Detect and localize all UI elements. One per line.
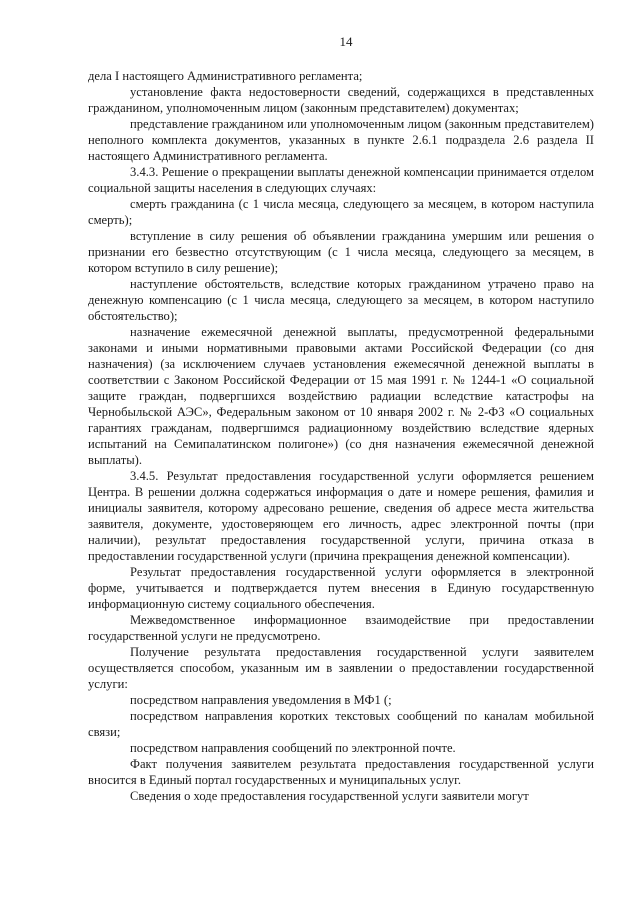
paragraph: Результат предоставления государственной услуги оформляется в электронной форме, учитывается и подтверждается путем внесения в Единую государственную информационную систему социального обеспечения. (88, 565, 594, 611)
paragraph: посредством направления уведомления в МФ1 (; (130, 693, 392, 707)
paragraph: 3.4.5. Результат предоставления государственной услуги оформляется решением Центра. В решении должна содержаться информация о дате и номере решения, фамилия и инициалы заявителя, которому адресовано решение, сведения об адресе места жительства заявителя, документе, удостоверяющем его личность, адрес электронной почты (при наличии), результат предоставления государственной услуги, причина отказа в предоставлении государственной услуги (причина прекращения денежной компенсации). (88, 469, 594, 563)
paragraph: Межведомственное информационное взаимодействие при предоставлении государственной услуги не предусмотрено. (88, 613, 594, 643)
paragraph: смерть гражданина (с 1 числа месяца, следующего за месяцем, в котором наступила смерть); (88, 197, 594, 227)
paragraph: дела I настоящего Административного регламента; (88, 69, 363, 83)
paragraph: представление гражданином или уполномоченным лицом (законным представителем) неполного комплекта документов, указанных в пункте 2.6.1 подраздела 2.6 раздела II настоящего Административного регламента. (88, 117, 594, 163)
paragraph: наступление обстоятельств, вследствие которых гражданином утрачено право на денежную компенсацию (с 1 числа месяца, следующего за месяцем, в котором наступило обстоятельство); (88, 277, 594, 323)
paragraph: 3.4.3. Решение о прекращении выплаты денежной компенсации принимается отделом социальной защиты населения в следующих случаях: (88, 165, 594, 195)
paragraph: установление факта недостоверности сведений, содержащихся в представленных гражданином, уполномоченным лицом (законным представителем) документах; (88, 85, 594, 115)
paragraph: Факт получения заявителем результата предоставления государственной услуги вносится в Единый портал государственных и муниципальных услуг. (88, 757, 594, 787)
paragraph: вступление в силу решения об объявлении гражданина умершим или решения о признании его безвестно отсутствующим (с 1 числа месяца, следующего за месяцем, в котором вступило в силу решение); (88, 229, 594, 275)
body-text (88, 68, 594, 804)
paragraph: посредством направления сообщений по электронной почте. (130, 741, 456, 755)
paragraph: Получение результата предоставления государственной услуги заявителем осуществляется способом, указанным им в заявлении о предоставлении государственной услуги: (88, 645, 594, 691)
paragraph: назначение ежемесячной денежной выплаты, предусмотренной федеральными законами и иными нормативными правовыми актами Российской Федерации (со дня назначения) (за исключением случаев установления ежемесячной денежной выплаты в соответствии с Законом Российской Федерации от 15 мая 1991 г. № 1244-1 «О социальной защите граждан, подвергшихся воздействию радиации вследствие катастрофы на Чернобыльской АЭС», Федеральным законом от 10 января 2002 г. № 2-ФЗ «О социальных гарантиях гражданам, подвергшимся радиационному воздействию вследствие ядерных испытаний на Семипалатинском полигоне») (со дня назначения ежемесячной денежной выплаты). (88, 325, 594, 467)
page-number: 14 (339, 34, 353, 49)
paragraph: Сведения о ходе предоставления государственной услуги заявители могут (130, 789, 529, 803)
paragraph: посредством направления коротких текстовых сообщений по каналам мобильной связи; (88, 709, 594, 739)
